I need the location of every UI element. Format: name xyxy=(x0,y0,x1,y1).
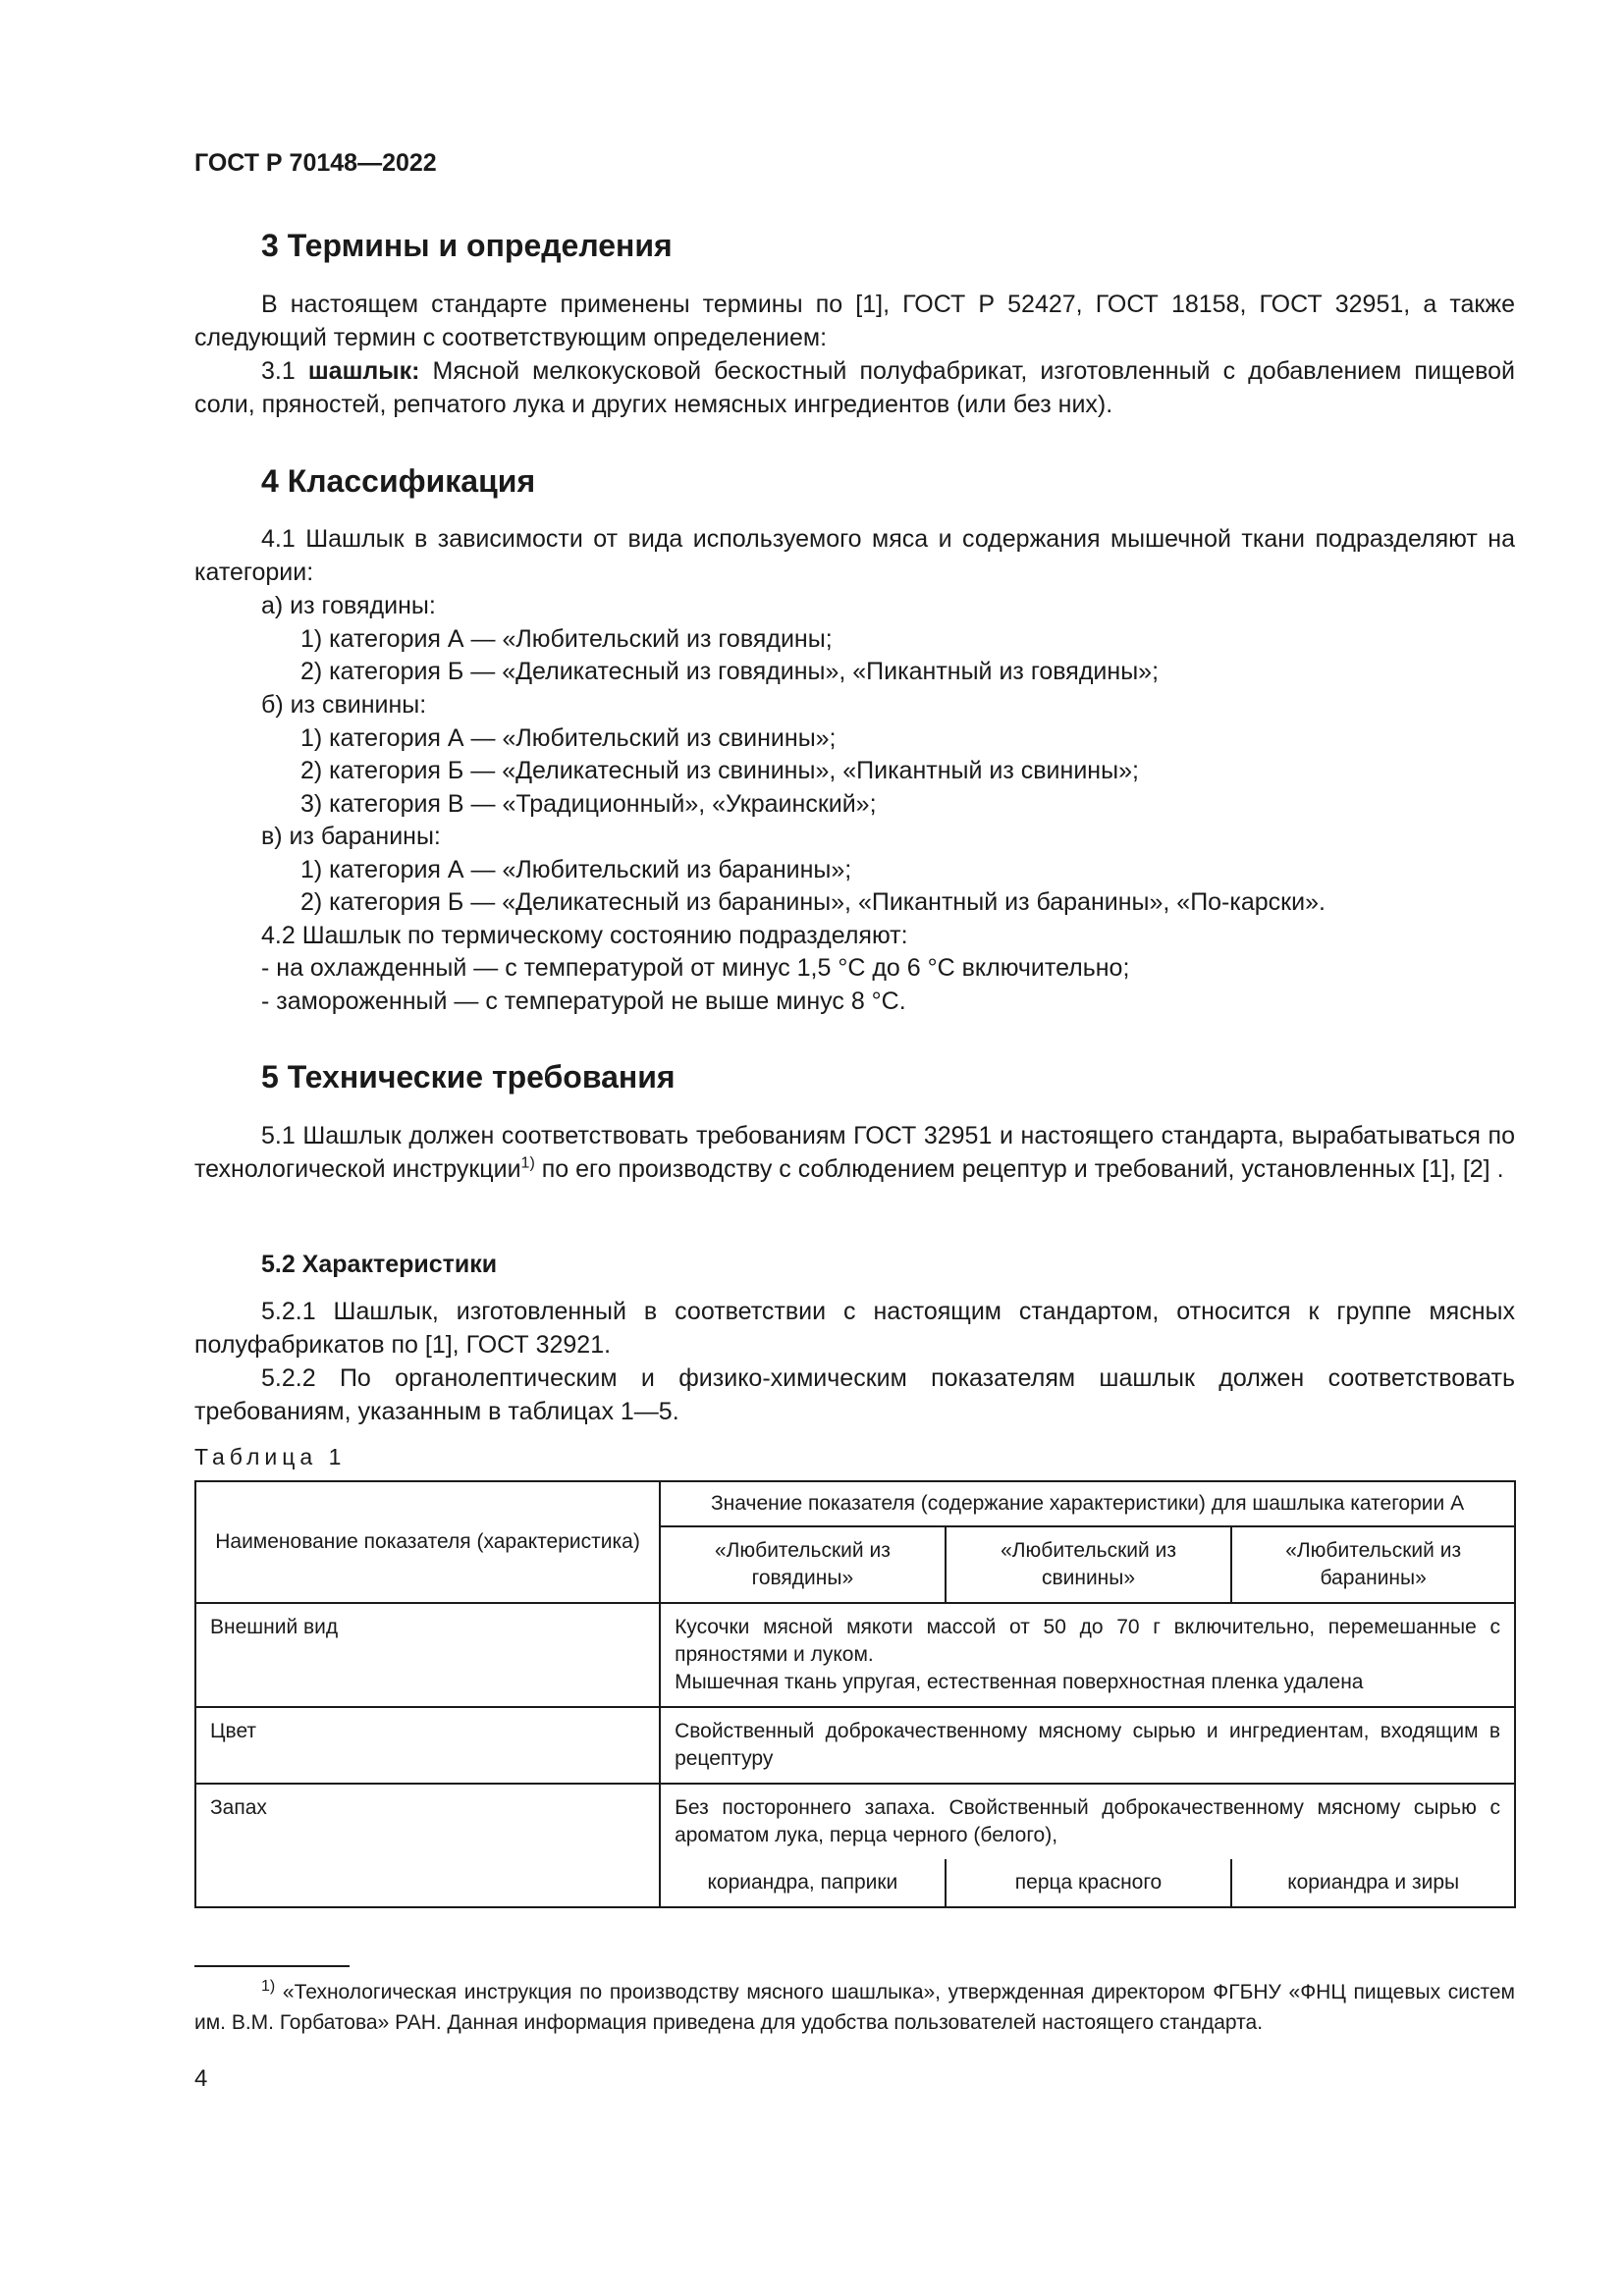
page-number: 4 xyxy=(194,2065,208,2092)
clause-5-2-1: 5.2.1 Шашлык, изготовленный в соответствии с настоящим стандартом, относится к группе мясных полуфабрикатов по [1], ГОСТ 32921. xyxy=(194,1298,1515,1359)
row-name-color: Цвет xyxy=(195,1707,660,1784)
table-caption: Таблица 1 xyxy=(194,1444,347,1469)
clause-5-1-text-cont: по его производству с соблюдением рецептур и требований, установленных [1], [2] . xyxy=(534,1155,1504,1183)
header-lamb: «Любительский из баранины» xyxy=(1231,1526,1515,1603)
term-text: Мясной мелкокусковой бескостный полуфабрикат, изготовленный с добавлением пищевой соли, пряностей, репчатого лука и других немясных ингредиентов (или без них). xyxy=(194,357,1515,418)
list-item: 3) категория В — «Традиционный», «Украинский»; xyxy=(300,790,877,818)
table-header-row xyxy=(195,1481,1515,1526)
document-header: ГОСТ Р 70148—2022 xyxy=(194,149,437,177)
list-item: 2) категория Б — «Деликатесный из баранины», «Пикантный из баранины», «По-карски». xyxy=(300,888,1326,916)
list-item: - замороженный — с температурой не выше минус 8 °С. xyxy=(261,988,906,1015)
row-name-appearance: Внешний вид xyxy=(195,1603,660,1707)
section-4-title: 4 Классификация xyxy=(261,463,536,499)
smell-lamb: кориандра и зиры xyxy=(1231,1859,1515,1907)
footnote xyxy=(194,1977,1515,2038)
list-item: 1) категория А — «Любительский из говядины; xyxy=(300,625,833,653)
list-item: 1) категория А — «Любительский из баранины»; xyxy=(300,856,852,883)
table-1 xyxy=(194,1480,1516,1908)
header-value-span: Значение показателя (содержание характеристики) для шашлыка категории А xyxy=(660,1481,1515,1526)
appearance-text-1: Кусочки мясной мякоти массой от 50 до 70 г включительно, перемешанные с пряностями и луком. xyxy=(675,1616,1500,1666)
clause-5-1-text: 5.1 Шашлык должен соответствовать требованиям ГОСТ 32951 и настоящего стандарта, вырабатываться по технологической инструкции xyxy=(194,1122,1515,1183)
row-value-color: Свойственный доброкачественному мясному сырью и ингредиентам, входящим в рецептуру xyxy=(660,1707,1515,1784)
footnote-mark: 1) xyxy=(261,1978,276,1995)
section-3-intro: В настоящем стандарте применены термины по [1], ГОСТ Р 52427, ГОСТ 18158, ГОСТ 32951, а также следующий термин с соответствующим определением: xyxy=(194,291,1515,351)
header-pork: «Любительский из свинины» xyxy=(946,1526,1232,1603)
appearance-text-2: Мышечная ткань упругая, естественная поверхностная пленка удалена xyxy=(675,1671,1364,1693)
list-item: 2) категория Б — «Деликатесный из говядины», «Пикантный из говядины»; xyxy=(300,658,1160,685)
term-number: 3.1 xyxy=(261,357,308,385)
footnote-ref: 1) xyxy=(520,1154,535,1172)
list-item: б) из свинины: xyxy=(261,691,427,719)
section-5-title: 5 Технические требования xyxy=(261,1059,676,1095)
list-item: в) из баранины: xyxy=(261,823,441,850)
smell-pork: перца красного xyxy=(946,1859,1232,1907)
table-row xyxy=(195,1707,1515,1784)
clause-4-2: 4.2 Шашлык по термическому состоянию подразделяют: xyxy=(261,922,908,949)
term: шашлык: xyxy=(307,357,420,385)
list-item: а) из говядины: xyxy=(261,592,436,619)
header-beef: «Любительский из говядины» xyxy=(660,1526,946,1603)
list-item: 2) категория Б — «Деликатесный из свинины», «Пикантный из свинины»; xyxy=(300,757,1139,784)
row-value-appearance xyxy=(660,1603,1515,1707)
table-row xyxy=(195,1603,1515,1707)
clause-5-1 xyxy=(194,1119,1515,1186)
section-3-title: 3 Термины и определения xyxy=(261,228,673,263)
clause-5-2-2: 5.2.2 По органолептическим и физико-химическим показателям шашлык должен соответствовать требованиям, указанным в таблицах 1—5. xyxy=(194,1364,1515,1425)
term-definition xyxy=(194,354,1515,421)
clause-4-1: 4.1 Шашлык в зависимости от вида используемого мяса и содержания мышечной ткани подразделяют на категории: xyxy=(194,525,1515,586)
footnote-text: «Технологическая инструкция по производству мясного шашлыка», утвержденная директором ФГБНУ «ФНЦ пищевых систем им. В.М. Горбатова» РАН. Данная информация приведена для удобства пользователей настоящего стандарта. xyxy=(194,1981,1515,2034)
list-item: - на охлажденный — с температурой от минус 1,5 °С до 6 °С включительно; xyxy=(261,954,1130,982)
list-item: 1) категория А — «Любительский из свинины»; xyxy=(300,724,837,752)
table-row xyxy=(195,1784,1515,1859)
row-name-smell: Запах xyxy=(195,1784,660,1907)
smell-beef: кориандра, паприки xyxy=(660,1859,946,1907)
header-indicator-name: Наименование показателя (характеристика) xyxy=(195,1481,660,1603)
footnote-divider xyxy=(194,1965,350,1967)
subsection-5-2-title: 5.2 Характеристики xyxy=(261,1251,498,1278)
row-value-smell: Без постороннего запаха. Свойственный доброкачественному мясному сырью с ароматом лука, перца черного (белого), xyxy=(660,1784,1515,1859)
